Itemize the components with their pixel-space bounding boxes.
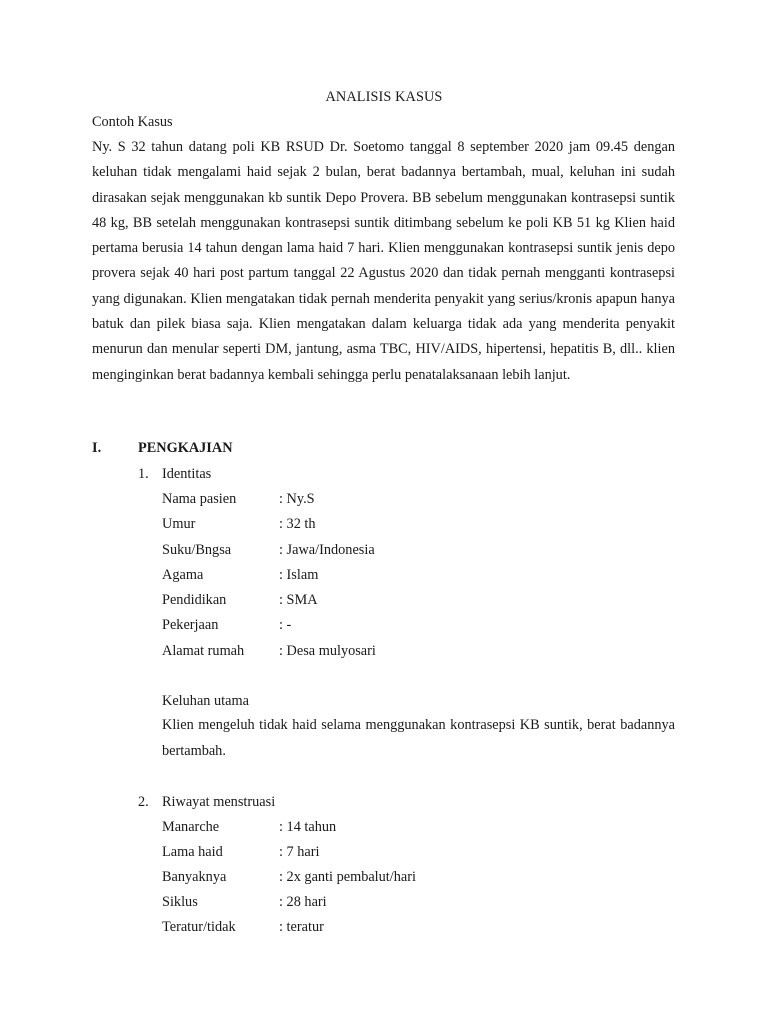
identitas-title: Identitas [162, 466, 212, 482]
field-label: Agama [162, 567, 204, 583]
field-value: : Islam [279, 567, 319, 583]
menstruasi-number: 2. [138, 794, 149, 810]
menstruasi-row [162, 917, 682, 937]
field-label: Banyaknya [162, 869, 227, 885]
field-value: : Ny.S [279, 491, 315, 507]
menstruasi-row [162, 842, 682, 862]
field-label: Pekerjaan [162, 617, 219, 633]
document-title: ANALISIS KASUS [325, 89, 443, 105]
identitas-row [162, 641, 682, 661]
field-value: : Jawa/Indonesia [279, 542, 375, 558]
field-label: Siklus [162, 894, 198, 910]
menstruasi-row [162, 892, 682, 912]
field-label: Teratur/tidak [162, 919, 236, 935]
identitas-number: 1. [138, 466, 149, 482]
field-label: Alamat rumah [162, 643, 245, 659]
identitas-row [162, 514, 682, 534]
case-subheading: Contoh Kasus [92, 114, 173, 130]
field-label: Manarche [162, 819, 220, 835]
field-value: : 7 hari [279, 844, 320, 860]
field-value: : 32 th [279, 516, 316, 532]
field-value: : 2x ganti pembalut/hari [279, 869, 416, 885]
identitas-row [162, 590, 682, 610]
section-title: PENGKAJIAN [138, 440, 233, 456]
menstruasi-row [162, 817, 682, 837]
field-value: : 28 hari [279, 894, 327, 910]
keluhan-title: Keluhan utama [162, 693, 249, 709]
field-label: Lama haid [162, 844, 223, 860]
field-label: Pendidikan [162, 592, 227, 608]
menstruasi-heading [138, 792, 275, 812]
field-value: : - [279, 617, 292, 633]
field-label: Suku/Bngsa [162, 542, 232, 558]
menstruasi-title: Riwayat menstruasi [162, 794, 276, 810]
identitas-row [162, 615, 682, 635]
field-label: Nama pasien [162, 491, 237, 507]
field-value: : 14 tahun [279, 819, 337, 835]
field-value: : SMA [279, 592, 318, 608]
field-value: : Desa mulyosari [279, 643, 376, 659]
section-numeral: I. [92, 440, 102, 456]
menstruasi-row [162, 867, 682, 887]
field-label: Umur [162, 516, 196, 532]
identitas-row [162, 489, 682, 509]
identitas-heading [138, 464, 211, 484]
section-heading [92, 438, 392, 458]
keluhan-text: Klien mengeluh tidak haid selama menggunakan kontrasepsi KB suntik, berat badannya bertambah. [162, 717, 675, 759]
field-value: : teratur [279, 919, 324, 935]
identitas-row [162, 565, 682, 585]
identitas-row [162, 540, 682, 560]
case-description: Ny. S 32 tahun datang poli KB RSUD Dr. Soetomo tanggal 8 september 2020 jam 09.45 dengan keluhan tidak mengalami haid sejak 2 bulan, berat badannya bertambah, mual, keluhan ini sudah dirasakan sejak menggunakan kb suntik Depo Provera. BB sebelum menggunakan kontrasepsi suntik 48 kg, BB setelah menggunakan kontrasepsi suntik ditimbang sebelum ke poli KB 51 kg Klien haid pertama berusia 14 tahun dengan lama haid 7 hari. Klien menggunakan kontrasepsi suntik jenis depo provera sejak 40 hari post partum tanggal 22 Agustus 2020 dan tidak pernah mengganti kontrasepsi yang digunakan. Klien mengatakan tidak pernah menderita penyakit yang serius/kronis apapun hanya batuk dan pilek biasa saja. Klien mengatakan dalam keluarga tidak ada yang menderita penyakit menurun dan menular seperti DM, jantung, asma TBC, HIV/AIDS, hipertensi, hepatitis B, dll.. klien menginginkan berat badannya kembali sehingga perlu penatalaksanaan lebih lanjut. [92, 139, 675, 383]
